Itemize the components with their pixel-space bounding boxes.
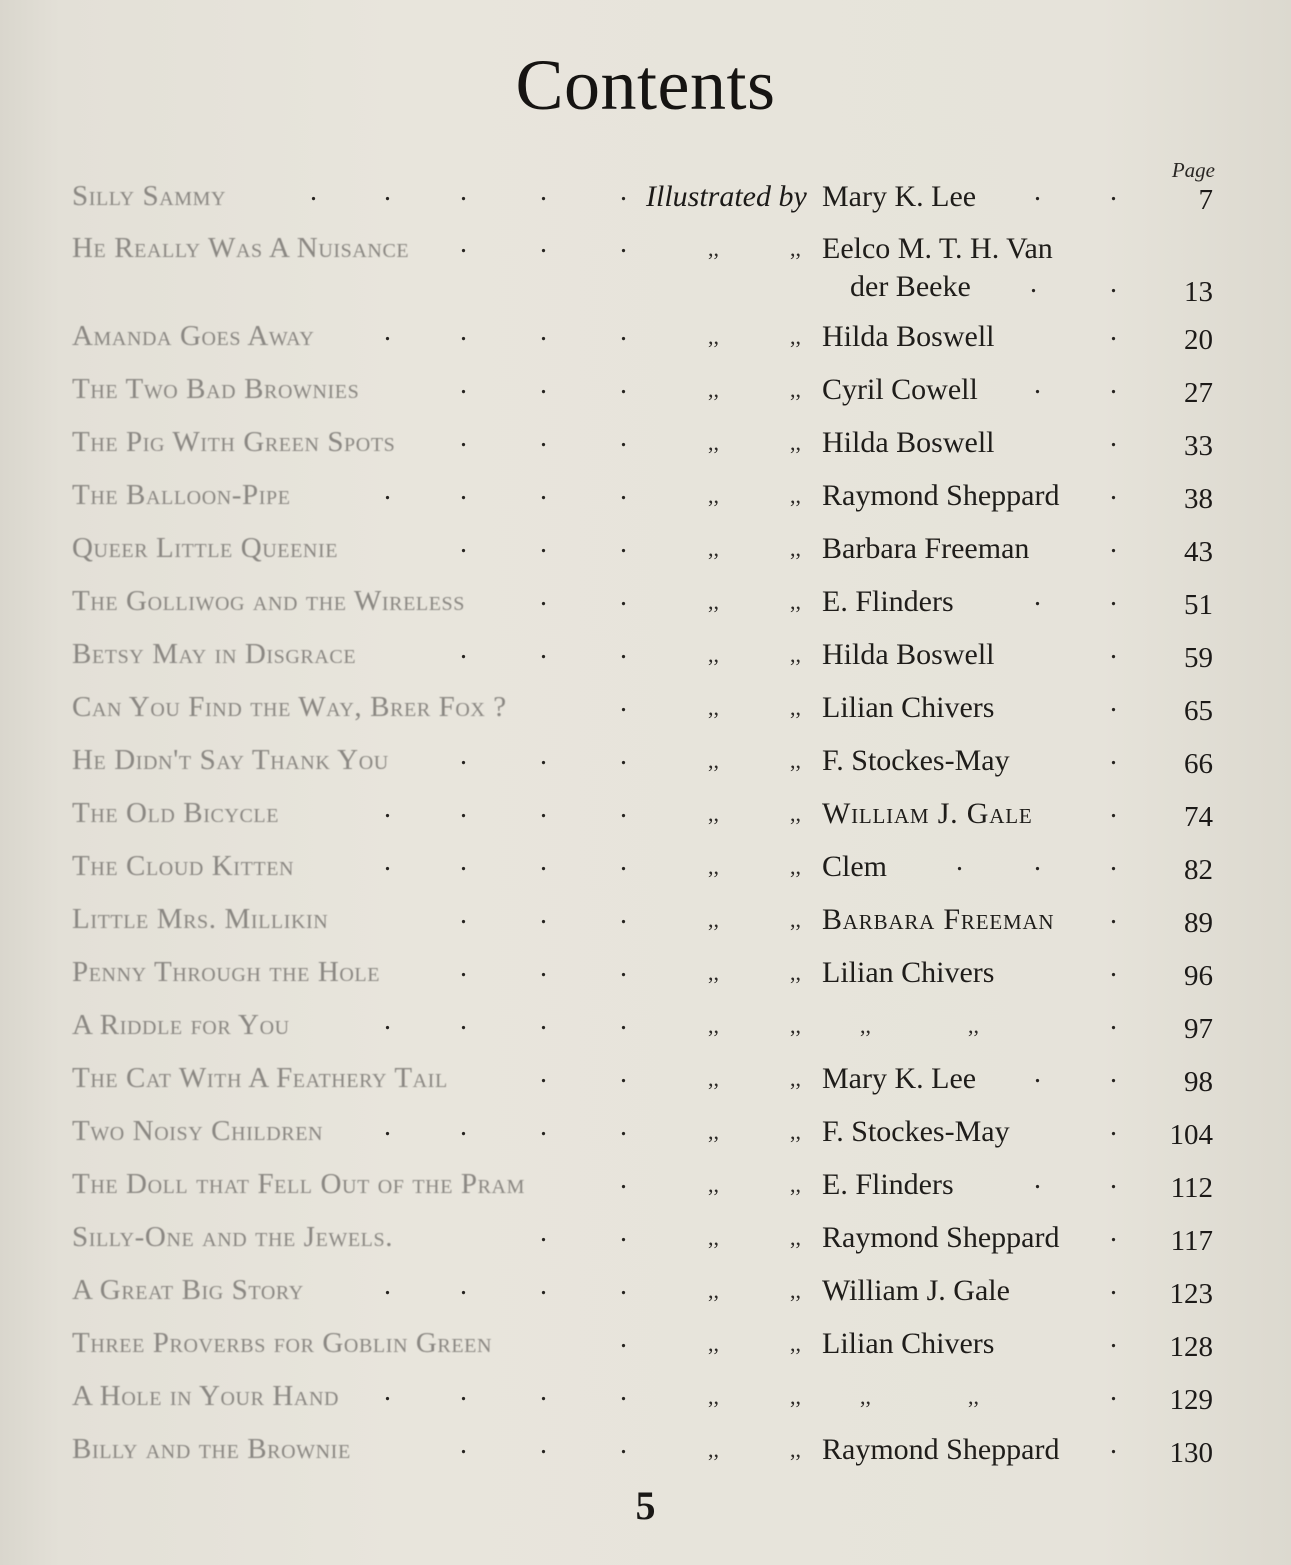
leader-dot: . xyxy=(384,316,391,347)
leader-dot: . xyxy=(310,176,317,207)
leader-dot: . xyxy=(460,316,467,347)
toc-entry[interactable] xyxy=(0,630,1291,680)
leader-dot: . xyxy=(1110,899,1117,930)
illustrator-name: Lilian Chivers xyxy=(822,1327,995,1360)
leader-dot: . xyxy=(384,176,391,207)
leader-dot: . xyxy=(384,793,391,824)
page-title: Contents xyxy=(515,45,776,125)
leader-dot: . xyxy=(460,1376,467,1407)
leader-dot: . xyxy=(620,740,627,771)
ditto-mark: ,, xyxy=(860,1013,871,1038)
leader-dot: . xyxy=(384,475,391,506)
ditto-mark: ,, xyxy=(968,1013,979,1038)
story-title: A Hole in Your Hand xyxy=(72,1380,340,1412)
ditto-mark: ,, xyxy=(708,854,719,879)
toc-entry[interactable] xyxy=(0,365,1291,415)
page-number: 96 xyxy=(1184,960,1213,992)
page-number: 112 xyxy=(1170,1172,1213,1204)
leader-dot: . xyxy=(540,793,547,824)
leader-dot: . xyxy=(1110,268,1117,299)
illustrator-name: Mary K. Lee xyxy=(822,1062,977,1095)
leader-dot: . xyxy=(620,1217,627,1248)
ditto-mark: ,, xyxy=(790,1331,801,1356)
toc-entry[interactable] xyxy=(0,1107,1291,1157)
ditto-mark: ,, xyxy=(708,960,719,985)
leader-dot: . xyxy=(1110,1058,1117,1089)
story-title: Queer Little Queenie xyxy=(72,532,339,564)
story-title: Two Noisy Children xyxy=(72,1115,324,1147)
leader-dot: . xyxy=(1030,268,1037,299)
leader-dot: . xyxy=(1110,740,1117,771)
leader-dot: . xyxy=(384,1005,391,1036)
leader-dot: . xyxy=(384,846,391,877)
leader-dot: . xyxy=(620,176,627,207)
story-title: Three Proverbs for Goblin Green xyxy=(72,1327,493,1359)
ditto-mark: ,, xyxy=(708,1172,719,1197)
toc-entry[interactable] xyxy=(0,312,1291,362)
ditto-mark: ,, xyxy=(790,430,801,455)
story-title: He Didn't Say Thank You xyxy=(72,744,389,776)
leader-dot: . xyxy=(1110,1270,1117,1301)
leader-dot: . xyxy=(620,1429,627,1460)
toc-entry[interactable] xyxy=(0,683,1291,733)
ditto-mark: ,, xyxy=(708,324,719,349)
illustrator-name: E. Flinders xyxy=(822,1168,954,1201)
leader-dot: . xyxy=(540,228,547,259)
ditto-mark: ,, xyxy=(790,1172,801,1197)
leader-dot: . xyxy=(460,1111,467,1142)
ditto-mark: ,, xyxy=(790,324,801,349)
story-title: Little Mrs. Millikin xyxy=(72,903,329,935)
ditto-mark: ,, xyxy=(790,1278,801,1303)
leader-dot: . xyxy=(540,1376,547,1407)
ditto-mark: ,, xyxy=(790,801,801,826)
illustrator-name: William J. Gale xyxy=(822,1274,1010,1307)
leader-dot: . xyxy=(540,634,547,665)
leader-dot: . xyxy=(460,846,467,877)
illustrator-name: Cyril Cowell xyxy=(822,373,978,406)
illustrator-name: William J. Gale xyxy=(822,797,1033,830)
ditto-mark: ,, xyxy=(708,1119,719,1144)
leader-dot: . xyxy=(1110,687,1117,718)
ditto-mark: ,, xyxy=(860,1384,871,1409)
leader-dot: . xyxy=(620,793,627,824)
toc-entry[interactable] xyxy=(0,1266,1291,1316)
toc-entry[interactable] xyxy=(0,471,1291,521)
ditto-mark: ,, xyxy=(790,1225,801,1250)
toc-entry[interactable] xyxy=(0,1160,1291,1210)
leader-dot: . xyxy=(1110,1005,1117,1036)
toc-entry[interactable] xyxy=(0,524,1291,574)
toc-entry[interactable] xyxy=(0,842,1291,892)
leader-dot: . xyxy=(1034,1058,1041,1089)
leader-dot: . xyxy=(620,846,627,877)
illustrator-name: F. Stockes-May xyxy=(822,744,1010,777)
leader-dot: . xyxy=(540,1111,547,1142)
page-number: 129 xyxy=(1169,1384,1213,1416)
page-number: 123 xyxy=(1169,1278,1213,1310)
toc-entry[interactable] xyxy=(0,1054,1291,1104)
ditto-mark: ,, xyxy=(708,236,719,261)
ditto-mark: ,, xyxy=(790,1384,801,1409)
leader-dot: . xyxy=(1034,176,1041,207)
ditto-mark: ,, xyxy=(708,1331,719,1356)
ditto-mark: ,, xyxy=(708,1278,719,1303)
illustrator-name: Barbara Freeman xyxy=(822,532,1030,565)
story-title: The Two Bad Brownies xyxy=(72,373,360,405)
leader-dot: . xyxy=(540,581,547,612)
ditto-mark: ,, xyxy=(790,236,801,261)
leader-dot: . xyxy=(540,475,547,506)
story-title: A Great Big Story xyxy=(72,1274,304,1306)
leader-dot: . xyxy=(540,899,547,930)
toc-entry[interactable] xyxy=(0,1319,1291,1369)
ditto-mark: ,, xyxy=(790,642,801,667)
page-number: 130 xyxy=(1169,1437,1213,1469)
story-title: Can You Find the Way, Brer Fox ? xyxy=(72,691,507,723)
ditto-mark: ,, xyxy=(708,589,719,614)
illustrator-name: Mary K. Lee xyxy=(822,180,977,213)
page-number: 97 xyxy=(1184,1013,1213,1045)
leader-dot: . xyxy=(460,176,467,207)
story-title: The Balloon-Pipe xyxy=(72,479,291,511)
illustrator-name: Lilian Chivers xyxy=(822,691,995,724)
page-number: 98 xyxy=(1184,1066,1213,1098)
toc-entry[interactable] xyxy=(0,789,1291,839)
story-title: The Old Bicycle xyxy=(72,797,280,829)
story-title: Penny Through the Hole xyxy=(72,956,381,988)
leader-dot: . xyxy=(620,528,627,559)
leader-dot: . xyxy=(540,1429,547,1460)
leader-dot: . xyxy=(540,740,547,771)
leader-dot: . xyxy=(1110,1376,1117,1407)
toc-entry[interactable] xyxy=(0,172,1291,222)
leader-dot: . xyxy=(620,369,627,400)
leader-dot: . xyxy=(460,528,467,559)
toc-entry[interactable] xyxy=(0,1001,1291,1051)
story-title: Amanda Goes Away xyxy=(72,320,315,352)
story-title: Betsy May in Disgrace xyxy=(72,638,357,670)
leader-dot: . xyxy=(1110,952,1117,983)
leader-dot: . xyxy=(1110,475,1117,506)
leader-dot: . xyxy=(1034,369,1041,400)
leader-dot: . xyxy=(540,846,547,877)
leader-dot: . xyxy=(620,1270,627,1301)
page-number: 65 xyxy=(1184,695,1213,727)
ditto-mark: ,, xyxy=(790,907,801,932)
ditto-mark: ,, xyxy=(790,1066,801,1091)
ditto-mark: ,, xyxy=(790,1013,801,1038)
page-number: 89 xyxy=(1184,907,1213,939)
leader-dot: . xyxy=(460,228,467,259)
leader-dot: . xyxy=(540,1005,547,1036)
leader-dot: . xyxy=(620,581,627,612)
toc-entry[interactable] xyxy=(0,1372,1291,1422)
story-title: The Cat With A Feathery Tail xyxy=(72,1062,448,1094)
leader-dot: . xyxy=(1110,1323,1117,1354)
leader-dot: . xyxy=(1110,1111,1117,1142)
leader-dot: . xyxy=(460,422,467,453)
leader-dot: . xyxy=(620,1164,627,1195)
page-number: 43 xyxy=(1184,536,1213,568)
story-title: The Golliwog and the Wireless xyxy=(72,585,465,617)
illustrator-name: Lilian Chivers xyxy=(822,956,995,989)
ditto-mark: ,, xyxy=(708,430,719,455)
leader-dot: . xyxy=(460,1005,467,1036)
ditto-mark: ,, xyxy=(790,1119,801,1144)
leader-dot: . xyxy=(620,1058,627,1089)
leader-dot: . xyxy=(460,952,467,983)
leader-dot: . xyxy=(620,1376,627,1407)
toc-entry[interactable] xyxy=(0,948,1291,998)
ditto-mark: ,, xyxy=(790,377,801,402)
leader-dot: . xyxy=(620,952,627,983)
leader-dot: . xyxy=(384,1376,391,1407)
ditto-mark: ,, xyxy=(708,801,719,826)
leader-dot: . xyxy=(620,1111,627,1142)
toc-entry[interactable] xyxy=(0,736,1291,786)
ditto-mark: ,, xyxy=(708,695,719,720)
story-title: Silly-One and the Jewels. xyxy=(72,1221,394,1253)
leader-dot: . xyxy=(384,1270,391,1301)
toc-entry[interactable] xyxy=(0,577,1291,627)
leader-dot: . xyxy=(460,475,467,506)
ditto-mark: ,, xyxy=(708,377,719,402)
leader-dot: . xyxy=(460,369,467,400)
leader-dot: . xyxy=(1110,1164,1117,1195)
illustrated-by-label: Illustrated by xyxy=(646,180,807,213)
ditto-mark: ,, xyxy=(790,1437,801,1462)
ditto-mark: ,, xyxy=(708,483,719,508)
leader-dot: . xyxy=(540,316,547,347)
ditto-mark: ,, xyxy=(708,642,719,667)
leader-dot: . xyxy=(540,1217,547,1248)
leader-dot: . xyxy=(1034,846,1041,877)
page-number: 51 xyxy=(1184,589,1213,621)
illustrator-name: E. Flinders xyxy=(822,585,954,618)
ditto-mark: ,, xyxy=(708,1013,719,1038)
ditto-mark: ,, xyxy=(790,748,801,773)
leader-dot: . xyxy=(1110,846,1117,877)
leader-dot: . xyxy=(1034,581,1041,612)
page-number: 128 xyxy=(1169,1331,1213,1363)
leader-dot: . xyxy=(1110,1429,1117,1460)
page-number: 20 xyxy=(1184,324,1213,356)
leader-dot: . xyxy=(1110,1217,1117,1248)
page-number: 38 xyxy=(1184,483,1213,515)
page-number: 117 xyxy=(1170,1225,1213,1257)
story-title: The Doll that Fell Out of the Pram xyxy=(72,1168,525,1200)
page-number: 27 xyxy=(1184,377,1213,409)
toc-entry[interactable] xyxy=(0,1213,1291,1263)
ditto-mark: ,, xyxy=(790,589,801,614)
leader-dot: . xyxy=(1110,316,1117,347)
ditto-mark: ,, xyxy=(790,854,801,879)
leader-dot: . xyxy=(1034,1164,1041,1195)
leader-dot: . xyxy=(540,422,547,453)
leader-dot: . xyxy=(1110,528,1117,559)
page-number: 13 xyxy=(1184,276,1213,308)
leader-dot: . xyxy=(620,316,627,347)
leader-dot: . xyxy=(460,634,467,665)
leader-dot: . xyxy=(1110,369,1117,400)
ditto-mark: ,, xyxy=(790,536,801,561)
leader-dot: . xyxy=(1110,581,1117,612)
ditto-mark: ,, xyxy=(708,1437,719,1462)
illustrator-name: Hilda Boswell xyxy=(822,638,995,671)
leader-dot: . xyxy=(460,1429,467,1460)
illustrator-name: Raymond Sheppard xyxy=(822,479,1060,512)
leader-dot: . xyxy=(460,793,467,824)
leader-dot: . xyxy=(460,1270,467,1301)
page-number: 66 xyxy=(1184,748,1213,780)
leader-dot: . xyxy=(540,528,547,559)
page-column-label: Page xyxy=(1171,158,1215,182)
page-number: 104 xyxy=(1169,1119,1213,1151)
leader-dot: . xyxy=(620,1323,627,1354)
leader-dot: . xyxy=(620,422,627,453)
toc-entry[interactable] xyxy=(0,224,1291,314)
illustrator-name: Raymond Sheppard xyxy=(822,1221,1060,1254)
leader-dot: . xyxy=(956,846,963,877)
illustrator-name: Hilda Boswell xyxy=(822,426,995,459)
illustrator-name: Clem xyxy=(822,850,887,883)
story-title: He Really Was A Nuisance xyxy=(72,232,410,264)
toc-entry[interactable] xyxy=(0,418,1291,468)
illustrator-name: F. Stockes-May xyxy=(822,1115,1010,1148)
ditto-mark: ,, xyxy=(708,1066,719,1091)
ditto-mark: ,, xyxy=(708,748,719,773)
leader-dot: . xyxy=(460,899,467,930)
ditto-mark: ,, xyxy=(790,960,801,985)
leader-dot: . xyxy=(1110,176,1117,207)
ditto-mark: ,, xyxy=(790,483,801,508)
leader-dot: . xyxy=(620,1005,627,1036)
illustrator-name-continued: der Beeke xyxy=(850,270,971,303)
leader-dot: . xyxy=(540,952,547,983)
story-title: The Pig With Green Spots xyxy=(72,426,396,458)
leader-dot: . xyxy=(540,1270,547,1301)
page-number: 74 xyxy=(1184,801,1213,833)
page-number: 82 xyxy=(1184,854,1213,886)
story-title: A Riddle for You xyxy=(72,1009,290,1041)
illustrator-name: Hilda Boswell xyxy=(822,320,995,353)
ditto-mark: ,, xyxy=(968,1384,979,1409)
ditto-mark: ,, xyxy=(708,907,719,932)
leader-dot: . xyxy=(540,369,547,400)
toc-entry[interactable] xyxy=(0,1425,1291,1475)
ditto-mark: ,, xyxy=(708,1384,719,1409)
page-number: 7 xyxy=(1198,184,1213,216)
illustrator-name: Raymond Sheppard xyxy=(822,1433,1060,1466)
story-title: The Cloud Kitten xyxy=(72,850,295,882)
page-number: 59 xyxy=(1184,642,1213,674)
leader-dot: . xyxy=(540,176,547,207)
ditto-mark: ,, xyxy=(790,695,801,720)
illustrator-name: Barbara Freeman xyxy=(822,903,1055,936)
story-title: Silly Sammy xyxy=(72,180,227,212)
leader-dot: . xyxy=(620,899,627,930)
ditto-mark: ,, xyxy=(708,1225,719,1250)
illustrator-name: Eelco M. T. H. Van xyxy=(822,232,1053,265)
leader-dot: . xyxy=(384,1111,391,1142)
page-folio: 5 xyxy=(635,1483,656,1528)
leader-dot: . xyxy=(1110,422,1117,453)
leader-dot: . xyxy=(620,634,627,665)
leader-dot: . xyxy=(620,687,627,718)
ditto-mark: ,, xyxy=(708,536,719,561)
toc-entry[interactable] xyxy=(0,895,1291,945)
page-number: 33 xyxy=(1184,430,1213,462)
leader-dot: . xyxy=(540,1058,547,1089)
leader-dot: . xyxy=(460,740,467,771)
leader-dot: . xyxy=(1110,634,1117,665)
leader-dot: . xyxy=(620,228,627,259)
leader-dot: . xyxy=(1110,793,1117,824)
leader-dot: . xyxy=(620,475,627,506)
story-title: Billy and the Brownie xyxy=(72,1433,351,1465)
